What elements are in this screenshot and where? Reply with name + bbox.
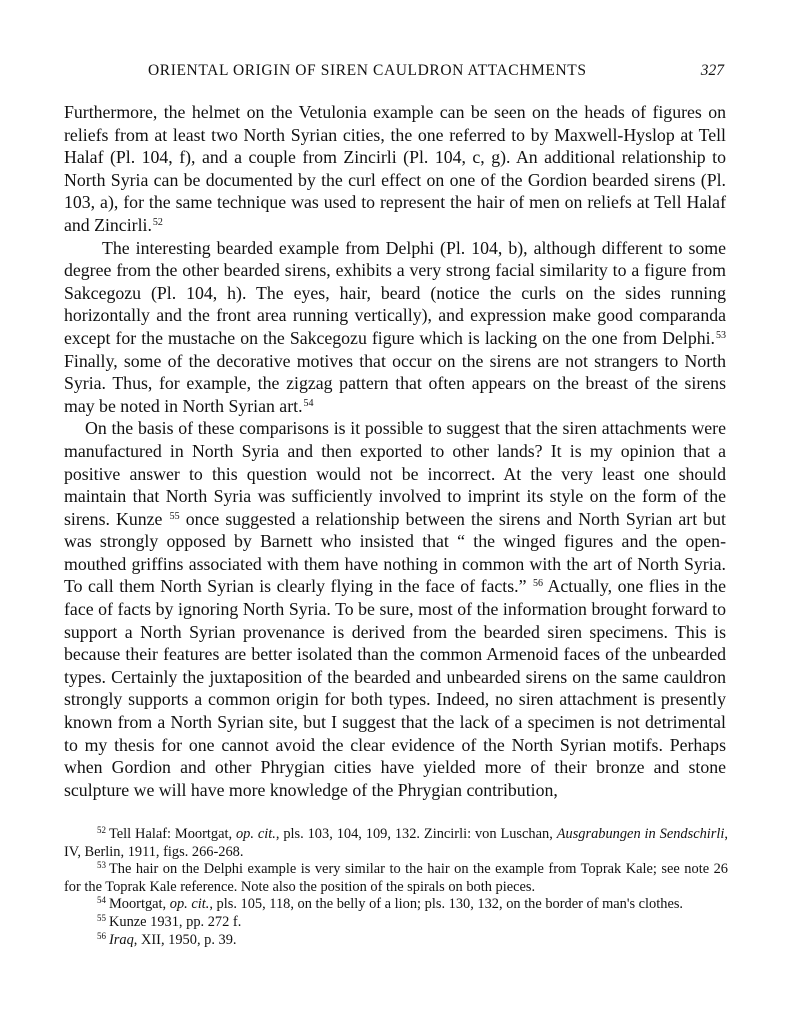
running-header — [74, 62, 724, 84]
note-ref-53: 53 — [716, 329, 726, 341]
footnote-italic: Ausgrabungen in Sendschirli — [556, 826, 725, 842]
paragraph-3-text-c: Actually, one flies in the face of facts by ignoring North Syria. To be sure, most of the information brought forward to support a North Syrian provenance is derived from the bearded siren specimens. This is because their features are better isolated than the common Armenoid faces of the unbearded types. Certainly the juxtaposition of the bearded and unbearded sirens on the same cauldron strongly supports a common origin for both types. Indeed, no siren attachment is presently known from a North Syrian site, but I suggest that the lack of a specimen is not detrimental to my thesis for one cannot avoid the clear evidence of the North Syrian motifs. Perhaps when Gordion and other Phrygian cities have yielded more of their bronze and stone sculpture we will have more knowledge of the Phrygian contribution, — [64, 576, 726, 800]
footnote-number: 52 — [97, 825, 106, 835]
paragraph-2 — [64, 237, 726, 418]
footnote-text: Tell Halaf: Moortgat, — [109, 826, 233, 842]
main-text — [64, 101, 726, 801]
footnote-text: , pls. 105, 118, on the belly of a lion; pls. 130, 132, on the border of man's clothes. — [209, 896, 684, 913]
footnote-text: Moortgat, — [109, 896, 167, 913]
footnotes — [64, 826, 728, 949]
footnote-italic: Iraq — [109, 931, 134, 948]
footnote-text: , XII, 1950, p. 39. — [133, 931, 237, 948]
footnote-text: , pls. 103, 104, 109, 132. Zincirli: von Luschan, — [275, 826, 553, 842]
footnote-55 — [64, 914, 728, 932]
footnote-text: The hair on the Delphi example is very similar to the hair on the example from Toprak Kale; see note 26 for the Toprak Kale reference. Note also the position of the spirals on both pieces. — [64, 861, 728, 895]
footnote-text: Kunze 1931, pp. 272 f. — [109, 913, 242, 930]
footnote-number: 56 — [97, 930, 106, 941]
footnote-number: 54 — [97, 895, 106, 906]
footnote-53 — [64, 861, 728, 896]
footnote-56 — [64, 932, 728, 950]
footnote-text: , IV, Berlin, 1911, figs. 266-268. — [64, 826, 728, 860]
paragraph-2-text-b: Finally, some of the decorative motives that occur on the sirens are not strangers to North Syria. Thus, for example, the zigzag pattern that often appears on the breast of the sirens may be noted in North Syrian art. — [64, 350, 726, 416]
footnote-52 — [64, 826, 728, 861]
paragraph-3-text-a: On the basis of these comparisons is it possible to suggest that the siren attachments were manufactured in North Syria and then exported to other lands? It is my opinion that a positive answer to this question would not be incorrect. At the very least one should maintain that North Syria was sufficiently involved to imprint its style on the form of the sirens. Kunze — [64, 418, 726, 529]
paragraph-1-text: Furthermore, the helmet on the Vetulonia example can be seen on the heads of figures on reliefs from at least two North Syrian cities, the one referred to by Maxwell-Hyslop at Tell Halaf (Pl. 104, f), and a couple from Zincirli (Pl. 104, c, g). An additional relationship to North Syria can be documented by the curl effect on one of the Gordion bearded sirens (Pl. 103, a), for the same technique was used to represent the hair of men on reliefs at Tell Halaf and Zincirli. — [64, 102, 726, 235]
note-ref-55: 55 — [169, 510, 180, 522]
note-ref-52: 52 — [152, 216, 163, 228]
paragraph-3 — [64, 417, 726, 801]
footnote-number: 53 — [97, 860, 106, 871]
footnote-italic: op. cit. — [169, 896, 210, 913]
page-number: 327 — [700, 62, 724, 79]
note-ref-56: 56 — [533, 578, 543, 590]
footnote-54 — [64, 896, 728, 914]
paragraph-2-text-a: The interesting bearded example from Delphi (Pl. 104, b), although different to some degree from the other bearded sirens, exhibits a very strong facial similarity to a figure from Sakcegozu (Pl. 104, h). The eyes, hair, beard (notice the curls on the sides running horizontally and the front area running vertically), and expression make good comparanda except for the mustache on the Sakcegozu figure which is lacking on the one from Delphi. — [64, 237, 726, 348]
paragraph-3-text-b: once suggested a relationship between the sirens and North Syrian art but was strongly opposed by Barnett who insisted that “ the winged figures and the open-mouthed griffins associated with them have nothing in common with the art of North Syria. To call them North Syrian is clearly flying in the face of facts.” — [64, 508, 726, 597]
note-ref-54: 54 — [303, 397, 314, 409]
footnote-italic: op. cit. — [235, 826, 276, 842]
running-title: ORIENTAL ORIGIN OF SIREN CAULDRON ATTACHMENTS — [148, 62, 587, 79]
paragraph-1 — [64, 101, 726, 237]
footnote-number: 55 — [97, 912, 106, 923]
